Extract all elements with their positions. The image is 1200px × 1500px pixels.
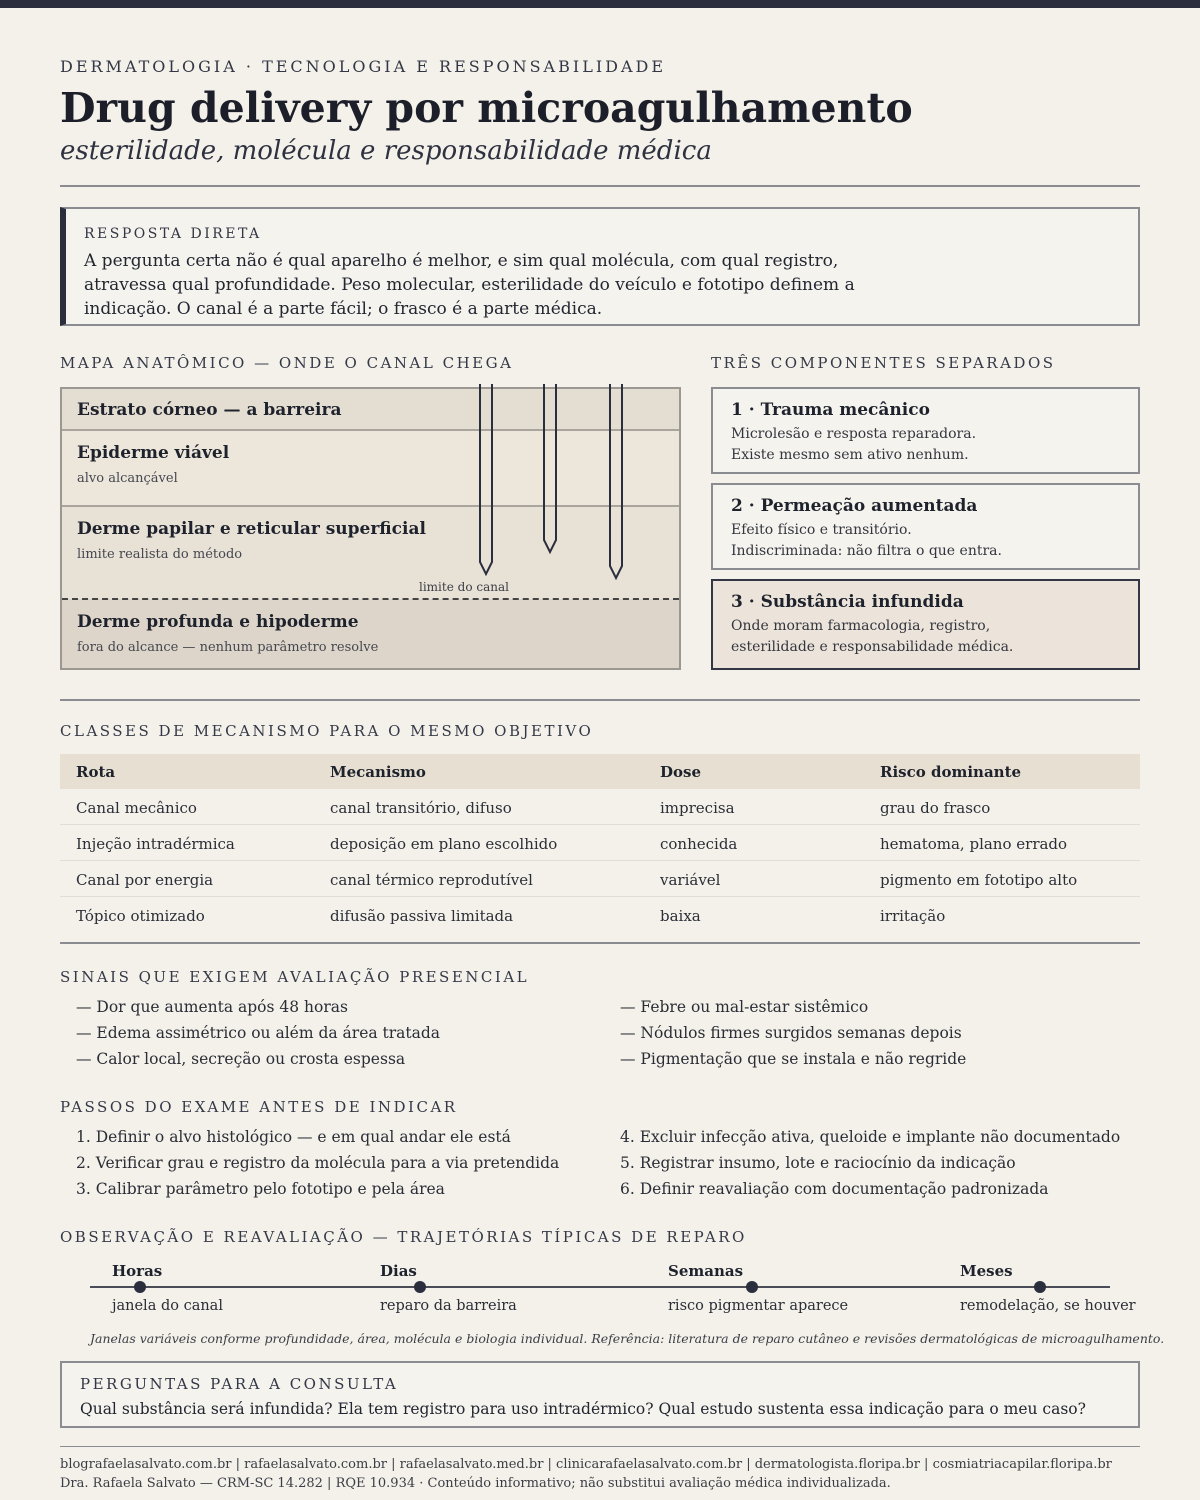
list-item: 5. Registrar insumo, lote e raciocínio da indicação: [620, 1154, 1016, 1172]
table-cell: canal térmico reprodutível: [330, 871, 533, 889]
component-title: 2 · Permeação aumentada: [731, 496, 978, 516]
table-cell: pigmento em fototipo alto: [880, 871, 1078, 889]
table-header-cell: Mecanismo: [330, 763, 426, 781]
component-desc: [731, 424, 1138, 466]
list-item: — Pigmentação que se instala e não regride: [620, 1050, 967, 1068]
component-desc-line: Indiscriminada: não filtra o que entra.: [731, 543, 1002, 559]
layer-title: Epiderme viável: [77, 443, 230, 463]
table-cell: irritação: [880, 907, 946, 925]
direct-answer-text: A pergunta certa não é qual aparelho é melhor, e sim qual molécula, com qual registro, atravessa qual profundidade. Peso molecular, esterilidade do veículo e fototipo definem a indicação. O canal é a parte fácil; o frasco é a parte médica.: [84, 251, 855, 319]
page-title: Drug delivery por microagulhamento: [60, 84, 913, 132]
table-cell: conhecida: [660, 835, 738, 853]
direct-answer-label: RESPOSTA DIRETA: [84, 226, 262, 242]
channel-limit-label: limite do canal: [419, 580, 509, 594]
table-header-row: [60, 754, 1140, 789]
list-item: 1. Definir o alvo histológico — e em qual andar ele está: [76, 1128, 511, 1146]
timeline-label: OBSERVAÇÃO E REAVALIAÇÃO — TRAJETÓRIAS TÍPICAS DE REPARO: [60, 1228, 747, 1246]
list-item: — Nódulos firmes surgidos semanas depois: [620, 1024, 962, 1042]
component-desc: [731, 616, 1138, 658]
component-desc-line: Efeito físico e transitório.: [731, 522, 912, 538]
table-cell: deposição em plano escolhido: [330, 835, 558, 853]
timeline-point-desc: janela do canal: [112, 1298, 223, 1314]
table-row: [60, 897, 1140, 933]
component-title: 3 · Substância infundida: [731, 592, 964, 612]
table-cell: baixa: [660, 907, 701, 925]
timeline-point-desc: reparo da barreira: [380, 1298, 517, 1314]
needle-icon: [544, 384, 556, 552]
timeline-dot: [134, 1281, 146, 1293]
table-header-cell: Dose: [660, 763, 702, 781]
table-cell: Tópico otimizado: [76, 907, 205, 925]
table-cell: hematoma, plano errado: [880, 835, 1068, 853]
timeline-point-title: Horas: [112, 1262, 163, 1280]
footer-links: blografaelasalvato.com.br | rafaelasalvato.com.br | rafaelasalvato.med.br | clinicarafaelasalvato.com.br | dermatologista.floripa.br | cosmiatriacapilar.floripa.br: [60, 1457, 1112, 1472]
divider: [60, 942, 1140, 944]
divider: [60, 699, 1140, 701]
list-item: 6. Definir reavaliação com documentação padronizada: [620, 1180, 1049, 1198]
steps-label: PASSOS DO EXAME ANTES DE INDICAR: [60, 1098, 458, 1116]
component-desc: [731, 520, 1138, 562]
component-desc-line: Existe mesmo sem ativo nenhum.: [731, 447, 969, 463]
list-item: 2. Verificar grau e registro da molécula para a via pretendida: [76, 1154, 560, 1172]
table-cell: imprecisa: [660, 799, 735, 817]
timeline-note: Janelas variáveis conforme profundidade, área, molécula e biologia individual. Referência: literatura de reparo cutâneo e revisões dermatológicas de microagulhamento.: [90, 1331, 1165, 1346]
timeline-axis: [90, 1286, 1110, 1288]
page-subtitle: esterilidade, molécula e responsabilidade médica: [60, 136, 712, 166]
table-cell: Canal mecânico: [76, 799, 197, 817]
needle-icon: [480, 384, 492, 574]
list-item: 4. Excluir infecção ativa, queloide e implante não documentado: [620, 1128, 1121, 1146]
table-cell: variável: [660, 871, 721, 889]
component-desc-line: Microlesão e resposta reparadora.: [731, 426, 977, 442]
footer-credit: Dra. Rafaela Salvato — CRM-SC 14.282 | RQE 10.934 · Conteúdo informativo; não substitui avaliação médica individualizada.: [60, 1476, 891, 1491]
signs-label: SINAIS QUE EXIGEM AVALIAÇÃO PRESENCIAL: [60, 968, 530, 986]
timeline-point-desc: risco pigmentar aparece: [668, 1298, 849, 1314]
table-cell: canal transitório, difuso: [330, 799, 512, 817]
table-cell: difusão passiva limitada: [330, 907, 514, 925]
layer-subtitle: limite realista do método: [77, 547, 243, 562]
questions-text: Qual substância será infundida? Ela tem registro para uso intradérmico? Qual estudo sustenta essa indicação para o meu caso?: [80, 1400, 1086, 1418]
page-kicker: DERMATOLOGIA · TECNOLOGIA E RESPONSABILIDADE: [60, 57, 667, 76]
table-row: [60, 825, 1140, 861]
layer-title: Estrato córneo — a barreira: [77, 400, 342, 420]
component-desc-line: esterilidade e responsabilidade médica.: [731, 639, 1014, 655]
table-cell: Canal por energia: [76, 871, 214, 889]
mechanisms-label: CLASSES DE MECANISMO PARA O MESMO OBJETIVO: [60, 722, 594, 740]
consultation-questions-box: [60, 1361, 1140, 1428]
list-item: — Dor que aumenta após 48 horas: [76, 998, 348, 1016]
component-card-trauma: [711, 387, 1140, 474]
list-item: 3. Calibrar parâmetro pelo fototipo e pela área: [76, 1180, 445, 1198]
table-header-cell: Rota: [76, 763, 116, 781]
timeline-dot: [746, 1281, 758, 1293]
needle-icon: [610, 384, 622, 578]
layer-title: Derme profunda e hipoderme: [77, 612, 359, 632]
table-cell: grau do frasco: [880, 799, 991, 817]
timeline-point-title: Semanas: [668, 1262, 744, 1280]
table-row: [60, 861, 1140, 897]
table-row: [60, 789, 1140, 825]
component-card-permeation: [711, 483, 1140, 570]
component-desc-line: Onde moram farmacologia, registro,: [731, 618, 991, 634]
component-card-substance: [711, 579, 1140, 670]
list-item: — Edema assimétrico ou além da área tratada: [76, 1024, 441, 1042]
layer-subtitle: alvo alcançável: [77, 471, 178, 486]
table-header-cell: Risco dominante: [880, 763, 1022, 781]
divider: [60, 1446, 1140, 1447]
layer-title: Derme papilar e reticular superficial: [77, 519, 426, 539]
component-title: 1 · Trauma mecânico: [731, 400, 930, 420]
list-item: — Calor local, secreção ou crosta espessa: [76, 1050, 406, 1068]
list-item: — Febre ou mal-estar sistêmico: [620, 998, 869, 1016]
timeline-dot: [414, 1281, 426, 1293]
questions-label: PERGUNTAS PARA A CONSULTA: [80, 1375, 399, 1393]
timeline-point-title: Meses: [960, 1262, 1013, 1280]
timeline-point-desc: remodelação, se houver: [960, 1298, 1136, 1314]
table-cell: Injeção intradérmica: [76, 835, 235, 853]
components-label: TRÊS COMPONENTES SEPARADOS: [711, 354, 1056, 372]
timeline-dot: [1034, 1281, 1046, 1293]
layer-subtitle: fora do alcance — nenhum parâmetro resolve: [77, 640, 379, 655]
timeline-point-title: Dias: [380, 1262, 417, 1280]
anatomic-map-label: MAPA ANATÔMICO — ONDE O CANAL CHEGA: [60, 354, 514, 372]
